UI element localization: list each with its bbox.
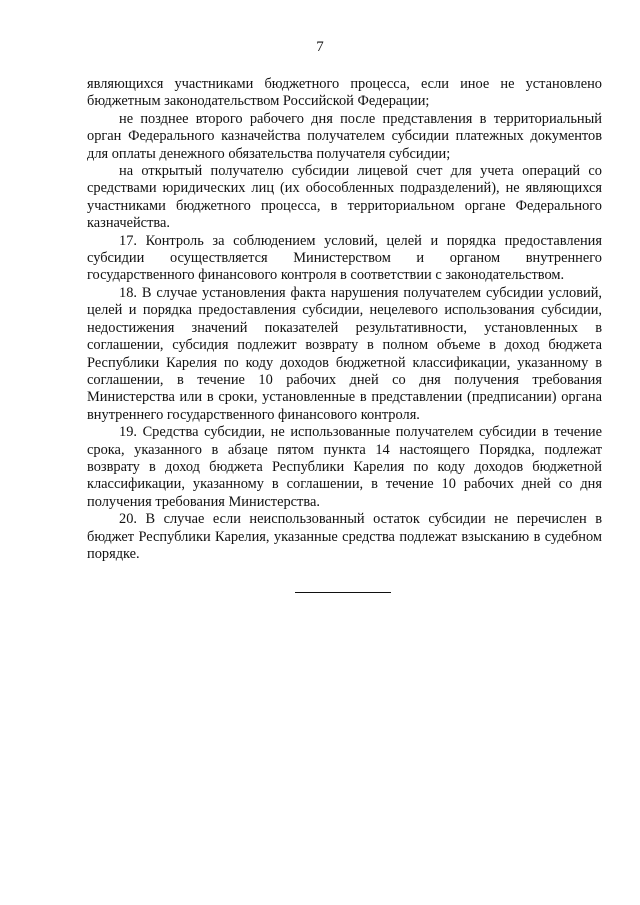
paragraph-item-19: 19. Средства субсидии, не использованные получателем субсидии в течение срока, указанного в абзаце пятом пункта 14 настоящего Порядка, подлежат возврату в доход бюджета Республики Карелия по коду доходов бюджетной классификации, указанному в соглашении, в течение 10 рабочих дней со дня получения требования Министерства. [87, 424, 602, 510]
paragraph-item-18: 18. В случае установления факта нарушения получателем субсидии условий, целей и порядка предоставления субсидии, нецелевого использования субсидии, недостижения значений показателей результативности, установленных в соглашении, субсидия подлежит возврату в полном объеме в доход бюджета Республики Карелия по коду доходов бюджетной классификации, указанному в соглашении, в течение 10 рабочих дней со дня получения требования Министерства или в сроки, установленные в представлении (предписании) органа внутреннего государственного финансового контроля. [87, 284, 602, 423]
paragraph-item-17: 17. Контроль за соблюдением условий, целей и порядка предоставления субсидии осуществляется Министерством и органом внутреннего государственного финансового контроля в соответствии с законодательством. [87, 232, 602, 284]
paragraph-item-20: 20. В случае если неиспользованный остаток субсидии не перечислен в бюджет Республики Карелия, указанные средства подлежат взысканию в судебном порядке. [87, 511, 602, 562]
paragraph-continuation: являющихся участниками бюджетного процесса, если иное не установлено бюджетным законодательством Российской Федерации; [87, 76, 602, 110]
paragraph-payment-deadline: не позднее второго рабочего дня после представления в территориальный орган Федерального казначейства получателем субсидии платежных документов для оплаты денежного обязательства получателя субсидии; [87, 110, 602, 162]
end-divider [295, 592, 391, 593]
document-body [87, 76, 602, 563]
page-number: 7 [316, 39, 324, 55]
paragraph-personal-account: на открытый получателю субсидии лицевой счет для учета операций со средствами юридических лиц (их обособленных подразделений), не являющихся участниками бюджетного процесса, в территориальном органе Федерального казначейства. [87, 163, 602, 232]
